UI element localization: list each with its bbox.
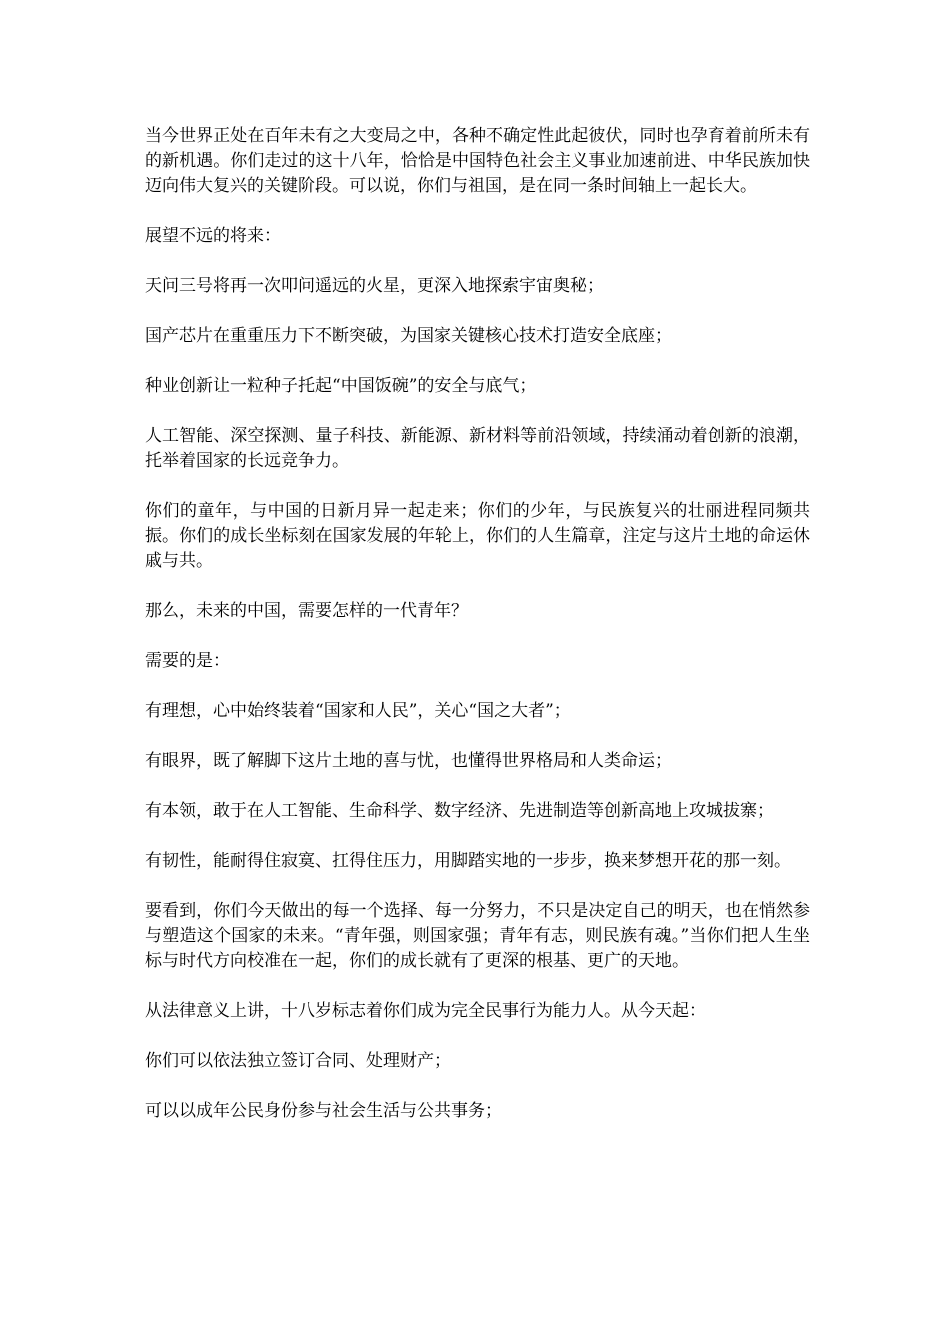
- paragraph-ability: 有本领，敢于在人工智能、生命科学、数字经济、先进制造等创新高地上攻城拔寨；: [145, 801, 774, 821]
- paragraph-frontier: 人工智能、深空探测、量子科技、新能源、新材料等前沿领域，持续涌动着创新的浪潮，托举着国家的长远竞争力。: [145, 426, 810, 471]
- paragraph-intro: 当今世界正处在百年未有之大变局之中，各种不确定性此起彼伏，同时也孕育着前所未有的新机遇。你们走过的这十八年，恰恰是中国特色社会主义事业加速前进、中华民族加快迈向伟大复兴的关键阶段。可以说，你们与祖国，是在同一条时间轴上一起长大。: [145, 126, 810, 196]
- paragraph-resilience: 有韧性，能耐得住寂寞、扛得住压力，用脚踏实地的一步步，换来梦想开花的那一刻。: [145, 851, 791, 871]
- paragraph-seeds: 种业创新让一粒种子托起“中国饭碗”的安全与底气；: [145, 376, 537, 396]
- paragraph-legal: 从法律意义上讲，十八岁标志着你们成为完全民事行为能力人。从今天起：: [145, 1001, 706, 1021]
- paragraph-choices: 要看到，你们今天做出的每一个选择、每一分努力，不只是决定自己的明天，也在悄然参与塑造这个国家的未来。“青年强，则国家强；青年有志，则民族有魂。”当你们把人生坐标与时代方向校准在一起，你们的成长就有了更深的根基、更广的天地。: [145, 901, 810, 971]
- paragraph-vision: 有眼界，既了解脚下这片土地的喜与忧，也懂得世界格局和人类命运；: [145, 751, 672, 771]
- paragraph-ideals: 有理想，心中始终装着“国家和人民”，关心“国之大者”；: [145, 701, 571, 721]
- paragraph-mars: 天问三号将再一次叩问遥远的火星，更深入地探索宇宙奥秘；: [145, 276, 604, 296]
- paragraph-needs: 需要的是：: [145, 651, 230, 671]
- paragraph-chips: 国产芯片在重重压力下不断突破，为国家关键核心技术打造安全底座；: [145, 326, 672, 346]
- paragraph-public-affairs: 可以以成年公民身份参与社会生活与公共事务；: [145, 1101, 502, 1121]
- paragraph-outlook: 展望不远的将来：: [145, 226, 281, 246]
- paragraph-question: 那么，未来的中国，需要怎样的一代青年？: [145, 601, 468, 621]
- paragraph-childhood: 你们的童年，与中国的日新月异一起走来；你们的少年，与民族复兴的壮丽进程同频共振。你们的成长坐标刻在国家发展的年轮上，你们的人生篇章，注定与这片土地的命运休戚与共。: [145, 501, 810, 571]
- paragraph-contracts: 你们可以依法独立签订合同、处理财产；: [145, 1051, 451, 1071]
- document-body: [145, 124, 810, 1149]
